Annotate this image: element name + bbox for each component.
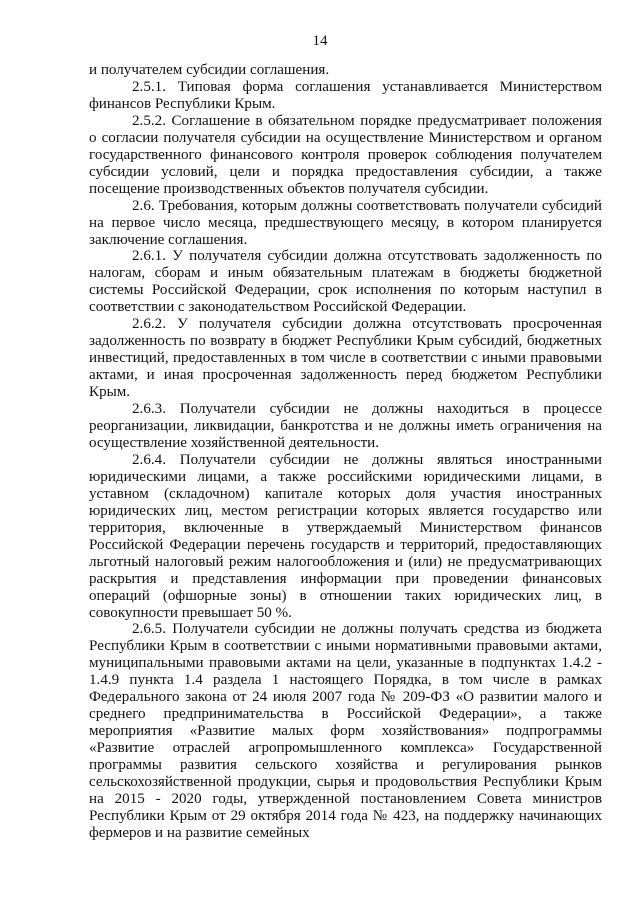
paragraph-2-6-3: 2.6.3. Получатели субсидии не должны находиться в процессе реорганизации, ликвидации, банкротства и не должны иметь ограничения на осуществление хозяйственной деятельности.: [89, 401, 602, 451]
paragraph-2-5-1: 2.5.1. Типовая форма соглашения устанавливается Министерством финансов Республики Крым.: [89, 78, 602, 112]
paragraph-2-6-1: 2.6.1. У получателя субсидии должна отсутствовать задолженность по налогам, сборам и иным обязательным платежам в бюджеты бюджетной системы Российской Федерации, срок исполнения по которым наступил в соответствии с законодательством Российской Федерации.: [89, 248, 602, 316]
paragraph-2-6-5: 2.6.5. Получатели субсидии не должны получать средства из бюджета Республики Крым в соответствии с иными нормативными правовыми актами, муниципальными правовыми актами на цели, указанные в подпунктах 1.4.2 - 1.4.9 пункта 1.4 раздела 1 настоящего Порядка, в том числе в рамках Федерального закона от 24 июля 2007 года № 209-ФЗ «О развитии малого и среднего предпринимательства в Российской Федерации», а также мероприятия «Развитие малых форм хозяйствования» подпрограммы «Развитие отраслей агропромышленного комплекса» Государственной программы развития сельского хозяйства и регулирования рынков сельскохозяйственной продукции, сырья и продовольствия Республики Крым на 2015 - 2020 годы, утвержденной постановлением Совета министров Республики Крым от 29 октября 2014 года № 423, на поддержку начинающих фермеров и на развитие семейных: [89, 621, 602, 841]
document-body: [89, 62, 602, 842]
paragraph-2-6-2: 2.6.2. У получателя субсидии должна отсутствовать просроченная задолженность по возврату в бюджет Республики Крым субсидий, бюджетных инвестиций, предоставленных в том числе в соответствии с иными правовыми актами, и иная просроченная задолженность перед бюджетом Республики Крым.: [89, 316, 602, 401]
paragraph-2-6-4: 2.6.4. Получатели субсидии не должны являться иностранными юридическими лицами, а также российскими юридическими лицами, в уставном (складочном) капитале которых доля участия иностранных юридических лиц, местом регистрации которых является государство или территория, включенные в утверждаемый Министерством финансов Российской Федерации перечень государств и территорий, предоставляющих льготный налоговый режим налогообложения и (или) не предусматривающих раскрытия и представления информации при проведении финансовых операций (офшорные зоны) в отношении таких юридических лиц, в совокупности превышает 50 %.: [89, 451, 602, 621]
paragraph-2-6: 2.6. Требования, которым должны соответствовать получатели субсидий на первое число месяца, предшествующего месяцу, в котором планируется заключение соглашения.: [89, 197, 602, 248]
page-number: 14: [312, 33, 328, 49]
paragraph-continuation: и получателем субсидии соглашения.: [89, 62, 330, 78]
paragraph-2-5-2: 2.5.2. Соглашение в обязательном порядке предусматривает положения о согласии получателя субсидии на осуществление Министерством и органом государственного финансового контроля проверок соблюдения получателем субсидии условий, цели и порядка предоставления субсидии, а также посещение производственных объектов получателя субсидии.: [89, 112, 602, 197]
